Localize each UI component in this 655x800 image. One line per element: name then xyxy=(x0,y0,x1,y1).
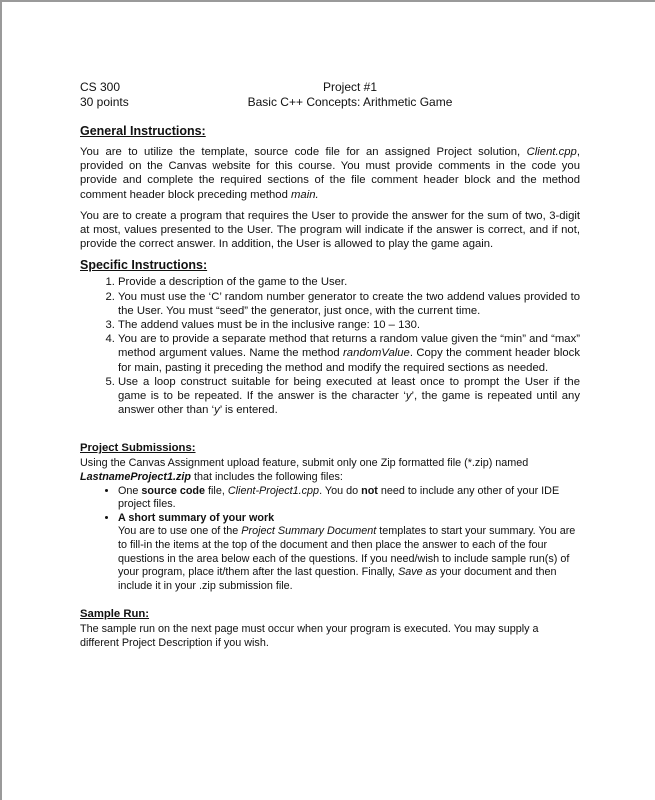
file-name: Client-Project1.cpp xyxy=(227,484,320,497)
submissions-section xyxy=(80,441,580,650)
general-paragraph-2: You are to create a program that requires the User to provide the answer for the sum of two, 3-digit at most, values presented to the User. The program will indicate if the answer is correct, and if not, provide the correct answer. In addition, the User is allowed to play the game again. xyxy=(80,209,580,251)
text-run: need to include any other of your IDE project files. xyxy=(118,484,560,511)
char-y: y xyxy=(214,404,220,417)
char-y: y xyxy=(405,390,412,403)
general-instructions-heading: General Instructions: xyxy=(80,124,206,138)
specific-instructions-heading: Specific Instructions: xyxy=(80,258,208,273)
doc-name: Project Summary Document xyxy=(241,525,377,538)
zip-file-name: LastnameProject1.zip xyxy=(80,471,192,484)
specific-instructions-list xyxy=(80,275,580,417)
text-run: ’, the game is repeated until any answer other than ‘ xyxy=(118,390,580,417)
submissions-intro xyxy=(80,457,580,484)
text-run: You are to utilize the template, source code file for an assigned Project solution, xyxy=(80,146,527,158)
list-item: 2. You must use the ‘C’ random number generator to create the two addend values provided to the User. You must “seed” the generator, just once, with the current time. xyxy=(118,290,580,318)
course-code: CS 300 xyxy=(80,80,121,94)
document-body xyxy=(80,124,580,658)
list-item xyxy=(118,332,580,375)
text-run: , provided on the Canvas website for this course. You must provide comments in the code you provide and complete the required sections of the file comment header block and the method comment header block preceding method xyxy=(80,146,580,201)
method-name: randomValue xyxy=(343,347,410,360)
text-run: Using the Canvas Assignment upload feature, submit only one Zip formatted file (*.zip) named xyxy=(80,457,529,470)
course-info xyxy=(80,80,129,110)
bold-text: not xyxy=(361,484,378,497)
list-item xyxy=(118,485,580,512)
text-run: ’ is entered. xyxy=(219,404,278,417)
text-run: You are to use one of the xyxy=(118,525,242,538)
submission-files-list xyxy=(80,485,580,594)
course-points: 30 points xyxy=(80,95,129,109)
sample-run-heading: Sample Run: xyxy=(80,608,150,621)
text-run: your document and then include it in your .zip submission file. xyxy=(118,566,557,592)
list-item: 3. The addend values must be in the inclusive range: 10 – 130. xyxy=(118,318,580,332)
text-run: One xyxy=(118,484,142,497)
text-run: Use a loop construct suitable for being executed at least once to prompt the User if the game is to be repeated. If the answer is the character ‘ xyxy=(118,375,580,403)
text-run: . Copy the comment header block for main, pasting it preceding the method and modify the required sections as needed. xyxy=(118,347,580,374)
list-item xyxy=(118,375,580,418)
text-run: You are to provide a separate method that returns a random value given the “min” and “max” method argument values. Name the method xyxy=(118,333,580,360)
text-run: . You do xyxy=(319,484,362,497)
project-number: Project #1 xyxy=(322,80,378,94)
text-run: file, xyxy=(205,484,228,497)
method-name: main. xyxy=(291,188,319,201)
text-run: templates to start your summary. You are to fill-in the items at the top of the document and then place the answer to each of the four questions in the area below each of the questions. If you need/wish to include sample run(s) of your program, place it/them after the last question. Finally, xyxy=(118,525,576,579)
sample-run-text: The sample run on the next page must occur when your program is executed. You may supply a different Project Description if you wish. xyxy=(80,623,539,649)
file-name: Client.cpp xyxy=(526,146,577,158)
save-as-text: Save as xyxy=(398,566,438,579)
bold-text: source code xyxy=(141,484,206,497)
text-run: that includes the following files: xyxy=(191,471,343,484)
list-item: 1. Provide a description of the game to the User. xyxy=(118,275,580,289)
list-item xyxy=(118,512,580,594)
project-submissions-heading: Project Submissions: xyxy=(80,442,196,455)
bold-text: A short summary of your work xyxy=(118,511,275,524)
project-title-block xyxy=(240,80,460,110)
general-paragraph-1 xyxy=(80,145,580,202)
project-subtitle: Basic C++ Concepts: Arithmetic Game xyxy=(247,95,453,109)
